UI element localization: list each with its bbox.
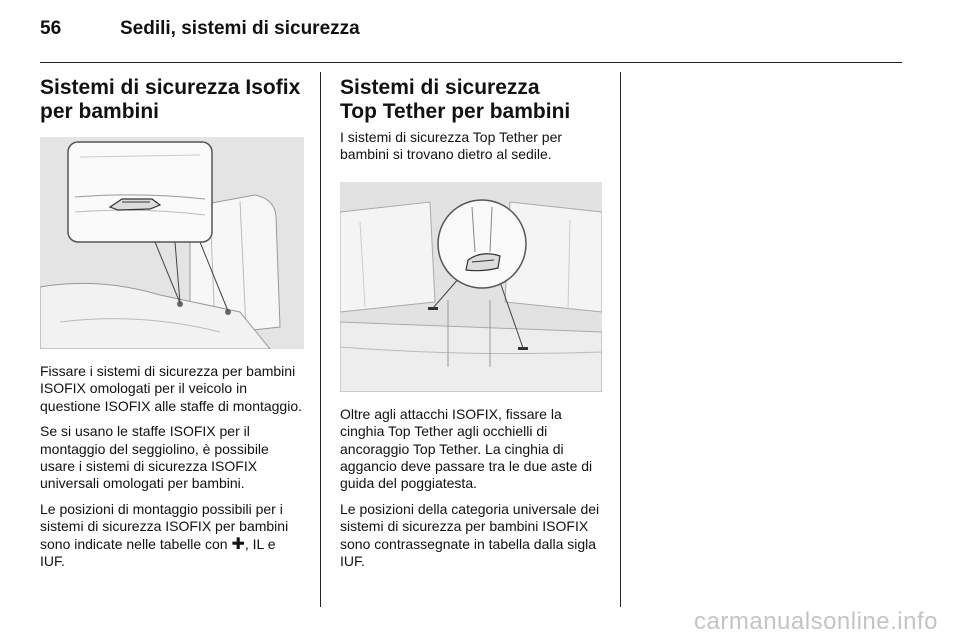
isofix-para-3 <box>40 501 304 571</box>
column-divider-2 <box>620 72 621 607</box>
top-tether-heading <box>340 76 604 124</box>
isofix-para-1: Fissare i sistemi di sicurezza per bambini ISOFIX omologati per il veicolo in questione ISOFIX alle staffe di montaggio. <box>40 363 303 414</box>
isofix-seat-illustration <box>40 137 304 349</box>
top-tether-heading-line1: Sistemi di sicurezza <box>340 76 540 99</box>
top-tether-section <box>340 76 604 570</box>
isofix-heading-line1: Sistemi di sicurezza Isofix <box>40 76 301 99</box>
header-divider <box>40 62 902 63</box>
isofix-para-2: Se si usano le staffe ISOFIX per il montaggio del seggiolino, è possibile usare i sistemi di sicurezza ISOFIX universali omologati per bambini. <box>40 423 269 492</box>
top-tether-illustration <box>340 182 602 392</box>
top-tether-para-1: Oltre agli attacchi ISOFIX, fissare la cinghia Top Tether agli occhielli di ancoraggio Top Tether. La cinghia di aggancio deve passare tra le due aste di guida del poggiatesta. <box>340 405 593 492</box>
column-divider-1 <box>320 72 321 607</box>
isofix-section <box>40 76 304 570</box>
isofix-para-3-text: Le posizioni di montaggio possibili per i sistemi di sicurezza ISOFIX per bambini sono indicate nelle tabelle con <box>40 500 289 552</box>
top-tether-heading-line2: Top Tether per bambini <box>340 100 571 123</box>
cross-icon: ✚ <box>231 535 245 553</box>
top-tether-para-2: Le posizioni della categoria universale dei sistemi di sicurezza per bambini ISOFIX sono contrassegnate in tabella dalla sigla IUF. <box>340 500 600 570</box>
top-tether-intro: I sistemi di sicurezza Top Tether per bambini si trovano dietro al sedile. <box>340 129 563 163</box>
page-title: Sedili, sistemi di sicurezza <box>120 18 360 39</box>
isofix-heading <box>40 76 304 124</box>
page-header <box>40 18 902 62</box>
page-number: 56 <box>40 18 62 39</box>
isofix-para-3-suffix: , IL e IUF. <box>40 535 276 570</box>
watermark: carmanualsonline.info <box>694 608 938 635</box>
isofix-heading-line2: per bambini <box>40 100 160 123</box>
